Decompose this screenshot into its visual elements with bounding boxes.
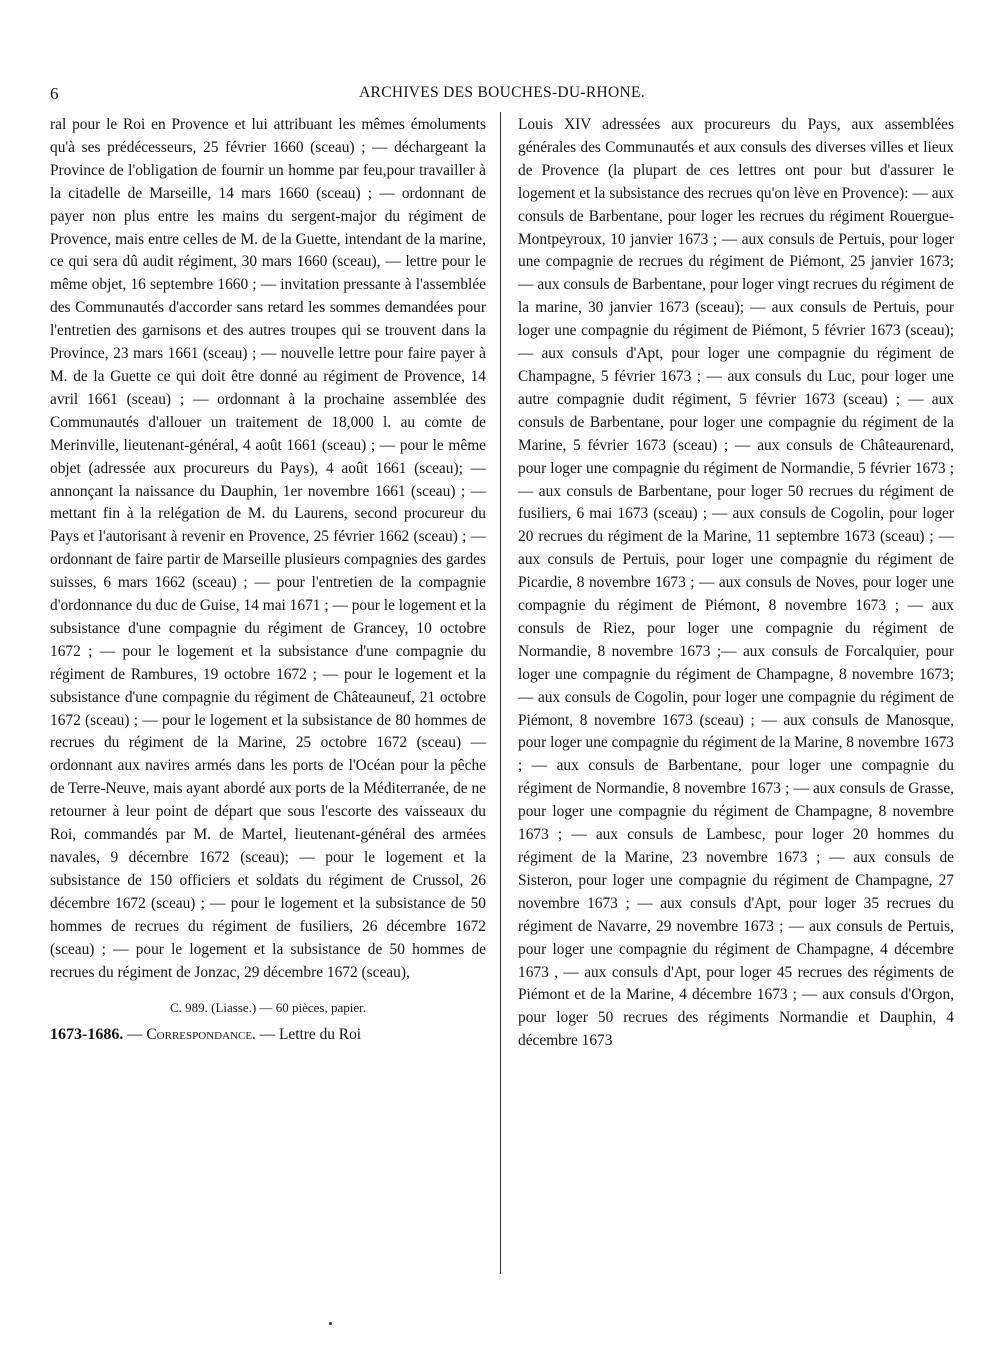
entry-dates: 1673-1686. <box>50 1026 124 1044</box>
right-column <box>518 114 954 1053</box>
entry-heading <box>50 1024 486 1047</box>
entry-category: Correspondance. <box>146 1026 256 1044</box>
entry-separator: — <box>255 1026 279 1044</box>
page-number: 6 <box>50 84 59 103</box>
ink-speck <box>329 1322 332 1325</box>
column-divider <box>500 112 501 1274</box>
running-title: ARCHIVES DES BOUCHES-DU-RHONE. <box>359 84 645 101</box>
source-note: C. 989. (Liasse.) — 60 pièces, papier. <box>169 1000 367 1016</box>
left-column <box>50 114 486 1047</box>
entry-text: Lettre du Roi <box>278 1026 362 1044</box>
page-header <box>50 84 954 108</box>
left-column-text: ral pour le Roi en Provence et lui attribuant les mêmes émoluments qu'à ses prédécesseurs, 25 février 1660 (sceau) ; — déchargeant la Province de l'obligation de fournir un homme par feu,pour travailler à la citadelle de Marseille, 14 mars 1660 (sceau) ; — ordonnant de payer non plus entre les mains du sergent-major du régiment de Provence, mais entre celles de M. de la Guette, intendant de la marine, ce qui sera dû audit régiment, 30 mars 1660 (sceau), — lettre pour le même objet, 16 septembre 1660 ; — invitation pressante à l'assemblée des Communautés d'accorder sans retard les sommes demandées pour l'entretien des garnisons et des autres troupes qui se trouvent dans la Province, 23 mars 1661 (sceau) ; — nouvelle lettre pour faire payer à M. de la Guette ce qui doit être donné au régiment de Provence, 14 avril 1661 (sceau) ; — ordonnant à la prochaine assemblée des Communautés d'allouer un traitement de 18,000 l. au comte de Merinville, lieutenant-général, 4 août 1661 (sceau) ; — pour le même objet (adressée aux procureurs du Pays), 4 août 1661 (sceau); — annonçant la naissance du Dauphin, 1er novembre 1661 (sceau) ; — mettant fin à la relégation de M. du Laurens, second procureur du Pays et l'autorisant à revenir en Provence, 25 février 1662 (sceau) ; — ordonnant de faire partir de Marseille plusieurs compagnies des gardes suisses, 6 mars 1662 (sceau) ; — pour l'entretien de la compagnie d'ordonnance du duc de Guise, 14 mai 1671 ; — pour le logement et la subsistance d'une compagnie du régiment de Grancey, 10 octobre 1672 ; — pour le logement et la subsistance d'une compagnie du régiment de Rambures, 19 octobre 1672 ; — pour le logement et la subsistance d'une compagnie du régiment de Châteauneuf, 21 octobre 1672 (sceau) ; — pour le logement et la subsistance de 80 hommes de recrues du régiment de la Marine, 25 octobre 1672 (sceau) — ordonnant aux navires armés dans les ports de l'Océan pour la pêche de Terre-Neuve, mais ayant abordé aux ports de la Méditerranée, de ne retourner à leur point de départ que sous l'escorte des vaisseaux du Roi, commandés par M. de Martel, lieutenant-général des armées navales, 9 décembre 1672 (sceau); — pour le logement et la subsistance de 150 officiers et soldats du régiment de Crussol, 26 décembre 1672 (sceau) ; — pour le logement et la subsistance de 50 hommes de recrues du régiment de fusiliers, 26 décembre 1672 (sceau) ; — pour le logement et la subsistance de 50 hommes de recrues du régiment de Jonzac, 29 décembre 1672 (sceau), <box>50 116 486 981</box>
entry-separator: — <box>123 1026 147 1044</box>
right-column-text: Louis XIV adressées aux procureurs du Pays, aux assemblées générales des Communautés et aux consuls des diverses villes et lieux de Provence (la plupart de ces lettres ont pour but d'assurer le logement et la subsistance des recrues qu'on lève en Provence): — aux consuls de Barbentane, pour loger les recrues du régiment Rouergue-Montpeyroux, 10 janvier 1673 ; — aux consuls de Pertuis, pour loger une compagnie de recrues du régiment de Piémont, 25 janvier 1673; — aux consuls de Barbentane, pour loger vingt recrues du régiment de la marine, 30 janvier 1673 (sceau); — aux consuls de Pertuis, pour loger une compagnie du régiment de Piémont, 5 février 1673 (sceau); — aux consuls d'Apt, pour loger une compagnie du régiment de Champagne, 5 février 1673 ; — aux consuls du Luc, pour loger une autre compagnie dudit régiment, 5 février 1673 (sceau) ; — aux consuls de Barbentane, pour loger une compagnie du régiment de la Marine, 5 février 1673 (sceau) ; — aux consuls de Châteaurenard, pour loger une compagnie du régiment de Normandie, 5 février 1673 ; — aux consuls de Barbentane, pour loger 50 recrues du régiment de fusiliers, 6 mai 1673 (sceau) ; — aux consuls de Cogolin, pour loger 20 recrues du régiment de la Marine, 11 septembre 1673 (sceau) ; — aux consuls de Pertuis, pour loger une compagnie du régiment de Picardie, 8 novembre 1673 ; — aux consuls de Noves, pour loger une compagnie du régiment de Piémont, 8 novembre 1673 ; — aux consuls de Riez, pour loger une compagnie du régiment de Normandie, 8 novembre 1673 ;— aux consuls de Forcalquier, pour loger une compagnie du régiment de Champagne, 8 novembre 1673; — aux consuls de Cogolin, pour loger une compagnie du régiment de Piémont, 8 novembre 1673 (sceau) ; — aux consuls de Manosque, pour loger une compagnie du régiment de la Marine, 8 novembre 1673 ; — aux consuls de Barbentane, pour loger une compagnie du régiment de Normandie, 8 novembre 1673 ; — aux consuls de Grasse, pour loger une compagnie du régiment de Champagne, 8 novembre 1673 ; — aux consuls de Lambesc, pour loger 20 hommes du régiment de la Marine, 23 novembre 1673 ; — aux consuls de Sisteron, pour loger une compagnie du régiment de Champagne, 27 novembre 1673 ; — aux consuls d'Apt, pour loger 35 recrues du régiment de Navarre, 29 novembre 1673 ; — aux consuls de Pertuis, pour loger une compagnie du régiment de Champagne, 4 décembre 1673 , — aux consuls d'Apt, pour loger 45 recrues des régiments de Piémont et de la Marine, 4 décembre 1673 ; — aux consuls d'Orgon, pour loger 50 recrues des régiments Normandie et Dauphin, 4 décembre 1673 <box>518 116 954 1050</box>
